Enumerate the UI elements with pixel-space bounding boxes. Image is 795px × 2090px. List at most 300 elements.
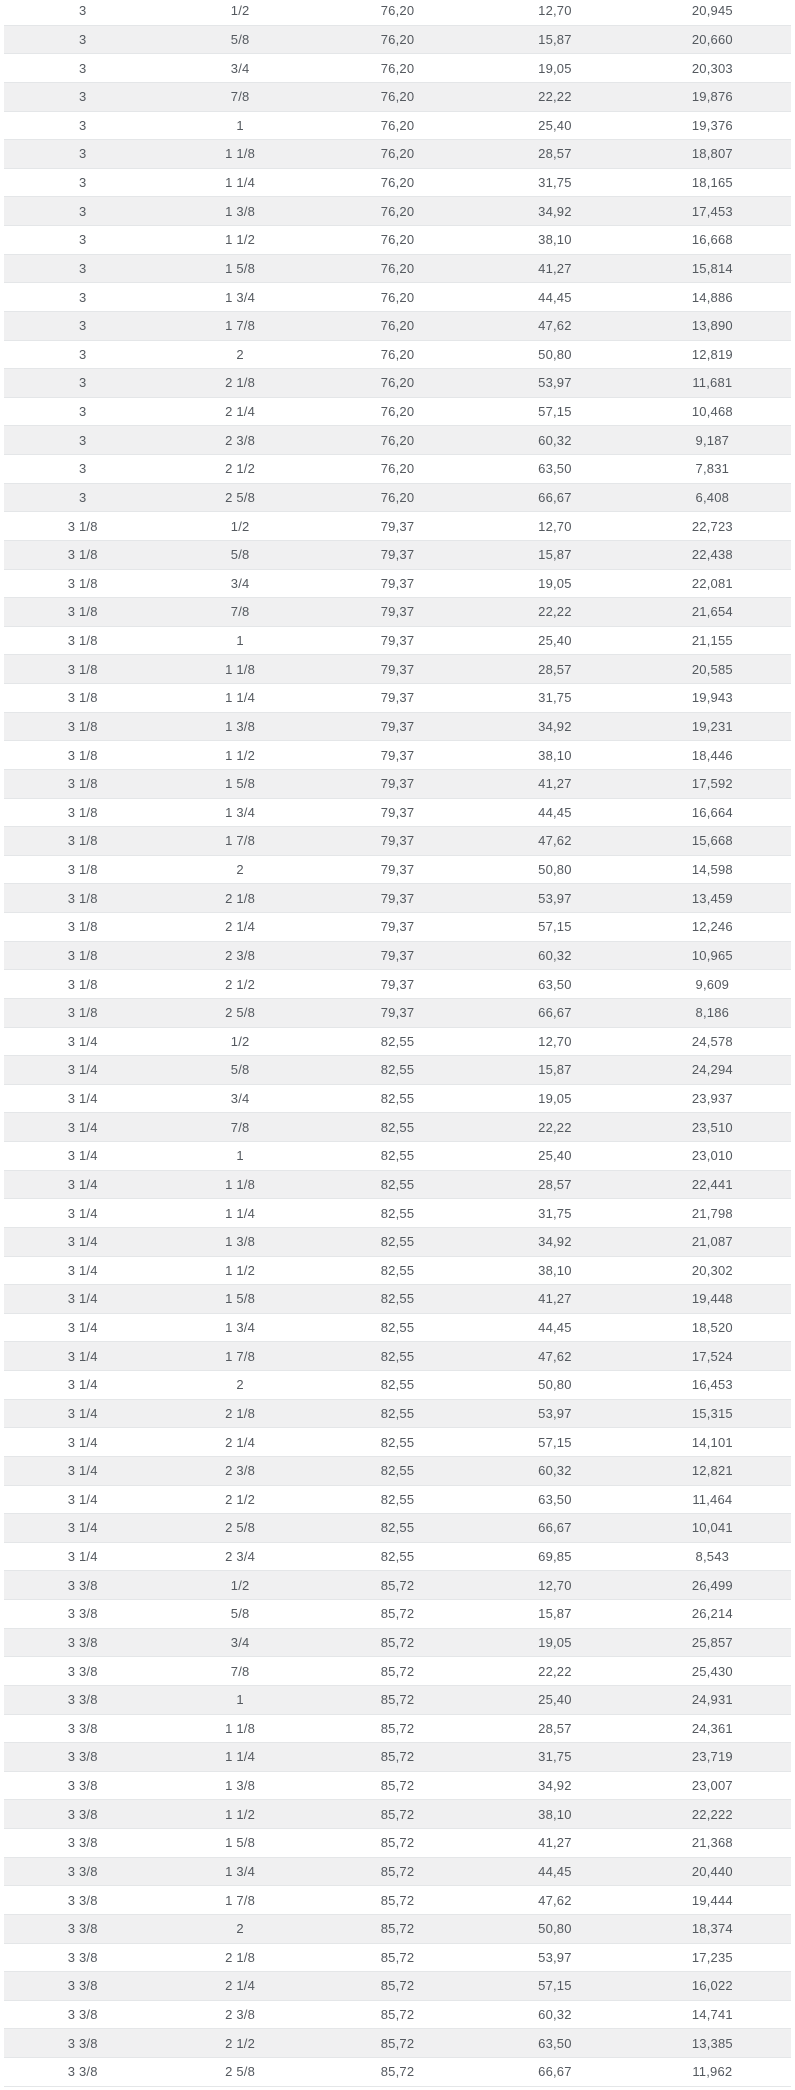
table-cell: 15,87 — [538, 1062, 572, 1078]
table-cell: 82,55 — [380, 1234, 415, 1250]
table-cell: 47,62 — [538, 833, 572, 849]
table-cell: 15,315 — [691, 1405, 733, 1421]
table-cell: 3 1/8 — [67, 919, 98, 935]
table-row — [4, 999, 791, 1028]
table-row — [4, 1028, 791, 1057]
table-cell: 23,510 — [691, 1119, 733, 1135]
table-cell: 15,668 — [691, 833, 733, 849]
table-cell: 3 — [78, 89, 87, 105]
table-cell: 2 1/2 — [225, 1491, 256, 1507]
table-cell: 1 5/8 — [225, 260, 256, 276]
table-cell: 82,55 — [380, 1119, 415, 1135]
table-cell: 17,453 — [691, 203, 733, 219]
table-cell: 2 5/8 — [225, 2064, 256, 2080]
table-cell: 24,931 — [691, 1692, 733, 1708]
table-cell: 82,55 — [380, 1377, 415, 1393]
table-cell: 14,886 — [691, 289, 733, 305]
table-cell: 53,97 — [538, 375, 572, 391]
table-cell: 57,15 — [538, 1978, 572, 1994]
table-cell: 7/8 — [230, 1119, 250, 1135]
table-cell: 2 — [236, 346, 244, 362]
table-cell: 79,37 — [380, 890, 415, 906]
table-cell: 28,57 — [538, 1720, 572, 1736]
table-cell: 85,72 — [380, 2064, 415, 2080]
table-cell: 1 1/2 — [225, 747, 256, 763]
table-cell: 10,468 — [691, 404, 733, 420]
table-cell: 82,55 — [380, 1033, 415, 1049]
table-cell: 1 3/8 — [225, 718, 256, 734]
table-cell: 85,72 — [380, 1577, 415, 1593]
table-cell: 10,041 — [691, 1520, 733, 1536]
table-cell: 11,464 — [692, 1491, 733, 1507]
table-cell: 1 1/2 — [225, 232, 256, 248]
table-row — [4, 1972, 791, 2001]
table-cell: 22,723 — [691, 518, 733, 534]
table-cell: 2 1/8 — [225, 1949, 256, 1965]
table-cell: 82,55 — [380, 1491, 415, 1507]
table-cell: 57,15 — [538, 404, 572, 420]
table-cell: 3 3/8 — [67, 1720, 98, 1736]
table-cell: 12,246 — [691, 919, 733, 935]
table-cell: 3 1/4 — [67, 1091, 98, 1107]
table-cell: 76,20 — [380, 89, 415, 105]
table-cell: 12,70 — [538, 518, 572, 534]
table-cell: 12,821 — [691, 1463, 733, 1479]
table-cell: 31,75 — [538, 1749, 572, 1765]
table-cell: 66,67 — [538, 489, 572, 505]
table-row — [4, 197, 791, 226]
table-cell: 12,70 — [538, 1577, 572, 1593]
table-cell: 3/4 — [230, 60, 250, 76]
table-cell: 1 1/2 — [225, 1262, 256, 1278]
table-cell: 1 1/4 — [225, 690, 256, 706]
size-conversion-table — [4, 0, 791, 2087]
table-cell: 22,22 — [538, 89, 572, 105]
table-cell: 31,75 — [538, 175, 572, 191]
table-row — [4, 226, 791, 255]
table-cell: 3 1/4 — [67, 1320, 98, 1336]
table-cell: 14,741 — [691, 2007, 733, 2023]
table-cell: 31,75 — [538, 690, 572, 706]
table-cell: 79,37 — [380, 976, 415, 992]
table-cell: 79,37 — [380, 776, 415, 792]
table-cell: 3 1/8 — [67, 575, 98, 591]
table-cell: 6,408 — [695, 489, 730, 505]
table-cell: 3/4 — [230, 575, 250, 591]
table-row — [4, 827, 791, 856]
table-cell: 24,578 — [691, 1033, 733, 1049]
table-row — [4, 341, 791, 370]
table-cell: 2 1/2 — [225, 976, 256, 992]
table-cell: 85,72 — [380, 1892, 415, 1908]
table-row — [4, 54, 791, 83]
table-cell: 3 1/8 — [67, 776, 98, 792]
table-cell: 53,97 — [538, 1949, 572, 1965]
table-cell: 3 3/8 — [67, 1577, 98, 1593]
table-cell: 76,20 — [380, 60, 415, 76]
table-cell: 1 3/4 — [225, 289, 256, 305]
table-cell: 34,92 — [538, 203, 572, 219]
table-cell: 34,92 — [538, 1234, 572, 1250]
table-row — [4, 369, 791, 398]
table-cell: 3 1/8 — [67, 747, 98, 763]
table-cell: 63,50 — [538, 976, 572, 992]
table-row — [4, 1686, 791, 1715]
table-row — [4, 1428, 791, 1457]
table-cell: 3 1/8 — [67, 690, 98, 706]
table-cell: 25,40 — [538, 633, 572, 649]
table-cell: 24,361 — [691, 1720, 733, 1736]
table-cell: 3 — [78, 432, 87, 448]
table-cell: 50,80 — [538, 1921, 572, 1937]
table-cell: 3 1/8 — [67, 976, 98, 992]
table-row — [4, 484, 791, 513]
table-cell: 1 1/8 — [225, 1720, 256, 1736]
table-cell: 20,660 — [691, 31, 733, 47]
table-cell: 60,32 — [538, 432, 572, 448]
table-row — [4, 713, 791, 742]
table-row — [4, 1285, 791, 1314]
table-row — [4, 1342, 791, 1371]
table-cell: 3 — [78, 3, 87, 19]
table-cell: 76,20 — [380, 232, 415, 248]
table-row — [4, 913, 791, 942]
table-cell: 76,20 — [380, 404, 415, 420]
table-row — [4, 1800, 791, 1829]
table-cell: 21,798 — [691, 1205, 733, 1221]
table-cell: 23,937 — [691, 1091, 733, 1107]
table-row — [4, 1858, 791, 1887]
table-cell: 18,807 — [691, 146, 733, 162]
table-cell: 3 1/4 — [67, 1520, 98, 1536]
table-row — [4, 512, 791, 541]
table-cell: 3/4 — [230, 1634, 250, 1650]
table-cell: 11,681 — [692, 375, 733, 391]
table-cell: 18,520 — [691, 1320, 733, 1336]
table-cell: 15,87 — [538, 1606, 572, 1622]
table-row — [4, 541, 791, 570]
table-cell: 16,668 — [691, 232, 733, 248]
table-cell: 7/8 — [230, 604, 250, 620]
table-row — [4, 1199, 791, 1228]
table-cell: 3 — [78, 404, 87, 420]
table-cell: 76,20 — [380, 31, 415, 47]
table-row — [4, 942, 791, 971]
table-row — [4, 1228, 791, 1257]
table-cell: 76,20 — [380, 461, 415, 477]
table-cell: 79,37 — [380, 718, 415, 734]
table-cell: 82,55 — [380, 1291, 415, 1307]
table-cell: 3/4 — [230, 1091, 250, 1107]
table-cell: 1 5/8 — [225, 1291, 256, 1307]
table-cell: 20,585 — [691, 661, 733, 677]
table-cell: 3 3/8 — [67, 1892, 98, 1908]
table-row — [4, 140, 791, 169]
table-cell: 3 3/8 — [67, 1749, 98, 1765]
table-row — [4, 1886, 791, 1915]
table-row — [4, 455, 791, 484]
table-cell: 17,592 — [691, 776, 733, 792]
table-row — [4, 1657, 791, 1686]
table-cell: 82,55 — [380, 1463, 415, 1479]
table-cell: 17,524 — [691, 1348, 733, 1364]
table-cell: 76,20 — [380, 260, 415, 276]
table-cell: 85,72 — [380, 1806, 415, 1822]
table-cell: 82,55 — [380, 1262, 415, 1278]
table-cell: 66,67 — [538, 1520, 572, 1536]
table-cell: 1 1/4 — [225, 1749, 256, 1765]
table-cell: 79,37 — [380, 575, 415, 591]
table-cell: 76,20 — [380, 146, 415, 162]
table-row — [4, 1085, 791, 1114]
table-row — [4, 1571, 791, 1600]
table-cell: 82,55 — [380, 1062, 415, 1078]
table-cell: 79,37 — [380, 547, 415, 563]
table-row — [4, 1543, 791, 1572]
table-cell: 3 — [78, 289, 87, 305]
table-row — [4, 283, 791, 312]
table-cell: 21,087 — [691, 1234, 733, 1250]
table-cell: 76,20 — [380, 289, 415, 305]
table-cell: 82,55 — [380, 1176, 415, 1192]
table-cell: 3 — [78, 31, 87, 47]
table-row — [4, 1113, 791, 1142]
table-cell: 22,441 — [691, 1176, 733, 1192]
table-cell: 85,72 — [380, 1835, 415, 1851]
table-cell: 1 1/8 — [225, 661, 256, 677]
table-cell: 47,62 — [538, 1348, 572, 1364]
table-cell: 82,55 — [380, 1520, 415, 1536]
table-row — [4, 169, 791, 198]
table-cell: 3 1/4 — [67, 1176, 98, 1192]
table-cell: 5/8 — [230, 547, 250, 563]
table-cell: 3 1/4 — [67, 1405, 98, 1421]
table-cell: 2 5/8 — [225, 489, 256, 505]
table-cell: 3 — [78, 461, 87, 477]
table-cell: 22,222 — [691, 1806, 733, 1822]
table-cell: 47,62 — [538, 1892, 572, 1908]
table-cell: 3 1/4 — [67, 1119, 98, 1135]
table-cell: 8,186 — [695, 1005, 730, 1021]
table-cell: 63,50 — [538, 461, 572, 477]
table-cell: 3 1/4 — [67, 1262, 98, 1278]
table-cell: 9,187 — [695, 432, 730, 448]
table-cell: 1 3/8 — [225, 203, 256, 219]
table-row — [4, 2058, 791, 2087]
table-cell: 16,453 — [691, 1377, 733, 1393]
table-cell: 10,965 — [691, 947, 733, 963]
table-cell: 21,368 — [691, 1835, 733, 1851]
table-cell: 85,72 — [380, 1692, 415, 1708]
table-cell: 3 1/4 — [67, 1148, 98, 1164]
table-cell: 3 1/4 — [67, 1491, 98, 1507]
table-cell: 41,27 — [538, 260, 572, 276]
table-cell: 2 1/2 — [225, 461, 256, 477]
table-cell: 28,57 — [538, 1176, 572, 1192]
table-cell: 79,37 — [380, 690, 415, 706]
table-cell: 28,57 — [538, 146, 572, 162]
table-cell: 2 3/8 — [225, 432, 256, 448]
table-cell: 20,303 — [691, 60, 733, 76]
table-cell: 2 3/8 — [225, 2007, 256, 2023]
table-cell: 47,62 — [538, 318, 572, 334]
table-cell: 25,857 — [691, 1634, 733, 1650]
table-cell: 3 3/8 — [67, 1949, 98, 1965]
table-row — [4, 112, 791, 141]
table-row — [4, 856, 791, 885]
table-cell: 38,10 — [538, 1806, 572, 1822]
table-cell: 41,27 — [538, 776, 572, 792]
table-cell: 3 — [78, 175, 87, 191]
table-cell: 12,70 — [538, 3, 572, 19]
table-cell: 11,962 — [692, 2064, 733, 2080]
table-cell: 2 3/8 — [225, 947, 256, 963]
table-cell: 2 1/4 — [225, 919, 256, 935]
table-cell: 79,37 — [380, 1005, 415, 1021]
table-row — [4, 1772, 791, 1801]
table-cell: 3 1/8 — [67, 804, 98, 820]
table-cell: 85,72 — [380, 2007, 415, 2023]
table-cell: 1 3/4 — [225, 1863, 256, 1879]
table-cell: 82,55 — [380, 1148, 415, 1164]
table-cell: 19,376 — [691, 117, 733, 133]
table-cell: 82,55 — [380, 1405, 415, 1421]
table-row — [4, 970, 791, 999]
table-cell: 3 — [78, 60, 87, 76]
table-cell: 3 1/4 — [67, 1234, 98, 1250]
table-cell: 3 — [78, 375, 87, 391]
table-cell: 26,214 — [691, 1606, 733, 1622]
table-cell: 3 1/8 — [67, 833, 98, 849]
table-cell: 79,37 — [380, 833, 415, 849]
table-row — [4, 1314, 791, 1343]
table-cell: 60,32 — [538, 947, 572, 963]
table-cell: 23,010 — [691, 1148, 733, 1164]
table-cell: 3 1/4 — [67, 1291, 98, 1307]
table-cell: 1 1/4 — [225, 175, 256, 191]
table-row — [4, 255, 791, 284]
table-cell: 3 3/8 — [67, 1634, 98, 1650]
table-cell: 82,55 — [380, 1320, 415, 1336]
table-cell: 3 — [78, 232, 87, 248]
table-cell: 17,235 — [691, 1949, 733, 1965]
table-cell: 69,85 — [538, 1549, 572, 1565]
table-cell: 2 — [236, 1377, 244, 1393]
table-cell: 15,87 — [538, 31, 572, 47]
table-cell: 20,302 — [691, 1262, 733, 1278]
table-cell: 1 3/4 — [225, 804, 256, 820]
table-row — [4, 684, 791, 713]
table-cell: 85,72 — [380, 1778, 415, 1794]
table-row — [4, 627, 791, 656]
table-cell: 3 1/4 — [67, 1033, 98, 1049]
table-cell: 57,15 — [538, 919, 572, 935]
table-cell: 16,022 — [691, 1978, 733, 1994]
table-cell: 82,55 — [380, 1091, 415, 1107]
table-cell: 76,20 — [380, 375, 415, 391]
table-cell: 82,55 — [380, 1434, 415, 1450]
table-cell: 12,70 — [538, 1033, 572, 1049]
table-cell: 76,20 — [380, 318, 415, 334]
table-cell: 3 1/8 — [67, 661, 98, 677]
table-cell: 18,446 — [691, 747, 733, 763]
table-cell: 3 1/4 — [67, 1463, 98, 1479]
table-row — [4, 655, 791, 684]
table-cell: 63,50 — [538, 1491, 572, 1507]
table-cell: 76,20 — [380, 3, 415, 19]
table-cell: 3 1/4 — [67, 1549, 98, 1565]
table-cell: 79,37 — [380, 633, 415, 649]
table-row — [4, 426, 791, 455]
table-cell: 2 5/8 — [225, 1005, 256, 1021]
table-cell: 3 1/4 — [67, 1434, 98, 1450]
table-cell: 3 3/8 — [67, 1778, 98, 1794]
table-cell: 3 3/8 — [67, 1663, 98, 1679]
table-cell: 85,72 — [380, 1606, 415, 1622]
table-cell: 22,22 — [538, 1119, 572, 1135]
table-cell: 76,20 — [380, 432, 415, 448]
table-row — [4, 398, 791, 427]
table-cell: 9,609 — [695, 976, 730, 992]
table-cell: 50,80 — [538, 346, 572, 362]
table-cell: 25,40 — [538, 1148, 572, 1164]
table-cell: 3 1/4 — [67, 1205, 98, 1221]
table-cell: 76,20 — [380, 203, 415, 219]
table-cell: 18,374 — [691, 1921, 733, 1937]
table-cell: 22,081 — [691, 575, 733, 591]
table-row — [4, 2029, 791, 2058]
table-cell: 2 1/8 — [225, 375, 256, 391]
table-cell: 13,459 — [691, 890, 733, 906]
table-cell: 3 3/8 — [67, 2035, 98, 2051]
table-cell: 19,05 — [538, 1091, 572, 1107]
table-cell: 22,438 — [691, 547, 733, 563]
table-cell: 50,80 — [538, 1377, 572, 1393]
table-cell: 22,22 — [538, 1663, 572, 1679]
table-row — [4, 1600, 791, 1629]
table-cell: 34,92 — [538, 1778, 572, 1794]
table-cell: 3 — [78, 203, 87, 219]
table-cell: 26,499 — [691, 1577, 733, 1593]
table-cell: 1 1/8 — [225, 1176, 256, 1192]
table-cell: 1 — [236, 633, 244, 649]
table-cell: 3 1/8 — [67, 890, 98, 906]
table-row — [4, 884, 791, 913]
table-cell: 66,67 — [538, 1005, 572, 1021]
table-cell: 7,831 — [695, 461, 730, 477]
table-row — [4, 1915, 791, 1944]
table-cell: 21,654 — [691, 604, 733, 620]
table-cell: 5/8 — [230, 1062, 250, 1078]
table-cell: 3 3/8 — [67, 1863, 98, 1879]
table-cell: 85,72 — [380, 1720, 415, 1736]
table-cell: 3 1/4 — [67, 1377, 98, 1393]
table-cell: 3 3/8 — [67, 1921, 98, 1937]
table-cell: 2 1/8 — [225, 890, 256, 906]
table-row — [4, 1457, 791, 1486]
table-cell: 12,819 — [691, 346, 733, 362]
table-cell: 60,32 — [538, 2007, 572, 2023]
table-cell: 3 1/8 — [67, 518, 98, 534]
table-cell: 82,55 — [380, 1549, 415, 1565]
table-row — [4, 570, 791, 599]
table-cell: 1/2 — [230, 1577, 250, 1593]
table-cell: 53,97 — [538, 1405, 572, 1421]
table-cell: 7/8 — [230, 1663, 250, 1679]
table-cell: 18,165 — [691, 175, 733, 191]
table-cell: 3 1/8 — [67, 633, 98, 649]
table-cell: 1/2 — [230, 3, 250, 19]
